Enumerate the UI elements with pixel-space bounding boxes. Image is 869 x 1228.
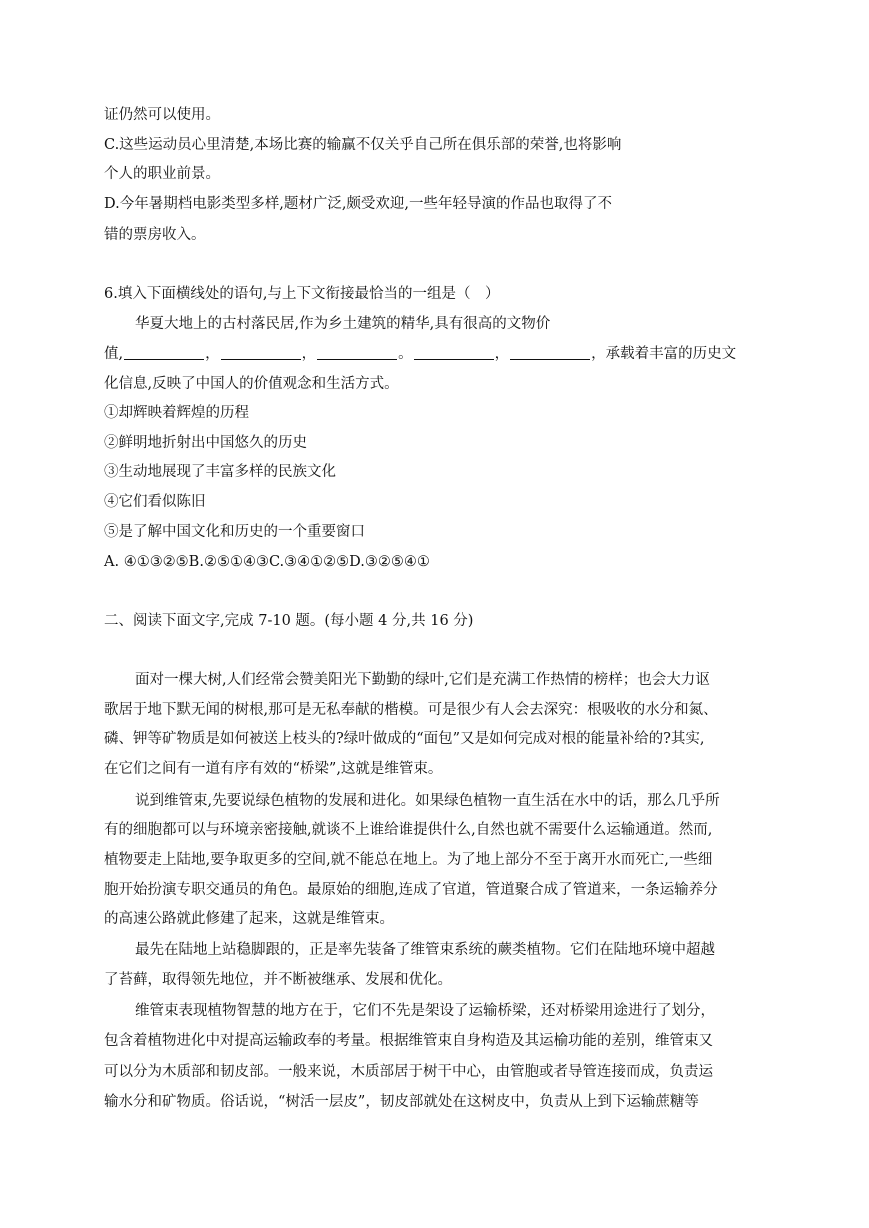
fill-blank-2: [221, 345, 301, 360]
q5-continuation-line: 证仍然可以使用。: [104, 107, 220, 123]
passage-line: 输水分和矿物质。俗话说，“树活一层皮”，韧皮部就处在这树皮中，负责从上到下运输蔗糖等: [104, 1094, 699, 1110]
q6-option-1: ①却辉映着辉煌的历程: [104, 405, 249, 421]
q6-option-5: ⑤是了解中国文化和历史的一个重要窗口: [104, 524, 365, 540]
q5-option-c-line1: C.这些运动员心里清楚,本场比赛的输赢不仅关乎自己所在俱乐部的荣誉,也将影响: [104, 137, 622, 153]
q5-option-d-line1: D.今年暑期档电影类型多样,题材广泛,颇受欢迎,一些年轻导演的作品也取得了不: [104, 196, 613, 212]
passage-line: 歌居于地下默无闻的树根,那可是无私奉献的楷模。可是很少有人会去深究：根吸收的水分和氮、: [104, 702, 718, 718]
q6-passage-line2: [104, 344, 736, 364]
sep-1: ，: [205, 346, 220, 362]
passage-line: 包含着植物进化中对提高运输政奉的考量。根据维管束自身构造及其运榆功能的差别，维管束又: [104, 1033, 713, 1049]
q6-option-4: ④它们看似陈旧: [104, 494, 206, 510]
q6-passage-line1: 华夏大地上的古村落民居,作为乡土建筑的精华,具有很高的文物价: [135, 316, 551, 332]
q6-passage-prefix: 值,: [104, 346, 124, 362]
passage-line: 维管束表现植物智慧的地方在于，它们不先是架设了运输桥梁，还对桥梁用途进行了划分，: [135, 1003, 715, 1019]
passage-line: 面对一棵大树,人们经常会赞美阳光下勤勤的绿叶,它们是充满工作热情的榜样；也会大力讴: [135, 672, 710, 688]
passage-line: 的高速公路就此修建了起来，这就是维管束。: [104, 911, 394, 927]
passage-line: 磷、钾等矿物质是如何被送上枝头的?绿叶做成的“面包”又是如何完成对根的能量补给的?其实,: [104, 731, 705, 747]
q6-option-3: ③生动地展现了丰富多样的民族文化: [104, 464, 336, 480]
passage-line: 植物要走上陆地,要争取更多的空间,就不能总在地上。为了地上部分不至于离开水而死亡,一些细: [104, 852, 713, 868]
fill-blank-5: [510, 345, 590, 360]
passage-line: 有的细胞都可以与环境亲密接触,就谈不上谁给谁提供什么,自然也就不需要什么运输通道。然而,: [104, 822, 713, 838]
sep-2: ，: [301, 346, 317, 362]
q6-passage-suffix: ，承载着丰富的历史文: [591, 346, 737, 362]
q6-answer-choices: A. ④①③②⑤B.②⑤①④③C.③④①②⑤D.③②⑤④①: [104, 554, 430, 570]
q6-option-2: ②鲜明地折射出中国悠久的历史: [104, 435, 307, 451]
fill-blank-1: [124, 345, 204, 360]
sep-3: 。: [398, 346, 413, 362]
passage-line: 说到维管束,先要说绿色植物的发展和进化。如果绿色植物一直生活在水中的话，那么几乎所: [135, 793, 720, 809]
q6-stem: 6.填入下面横线处的语句,与上下文衔接最恰当的一组是（ ）: [104, 286, 500, 302]
fill-blank-3: [317, 345, 397, 360]
passage-line: 可以分为木质部和韧皮部。一般来说，木质部居于树干中心，由管胞或者导管连接而成，负责运: [104, 1064, 713, 1080]
q6-passage-line3: 化信息,反映了中国人的价值观念和生活方式。: [104, 376, 399, 392]
q5-option-c-line2: 个人的职业前景。: [104, 166, 220, 182]
fill-blank-4: [414, 345, 494, 360]
section-2-heading: 二、阅读下面文字,完成 7-10 题。(每小题 4 分,共 16 分): [104, 613, 474, 629]
passage-line: 了苔藓，取得领先地位，并不断被继承、发展和优化。: [104, 972, 452, 988]
passage-line: 在它们之间有一道有序有效的“桥梁”,这就是维管束。: [104, 761, 443, 777]
passage-line: 最先在陆地上站稳脚跟的，正是率先装备了维管束系统的蕨类植物。它们在陆地环境中超越: [135, 942, 715, 958]
q5-option-d-line2: 错的票房收入。: [104, 227, 206, 243]
sep-4: ，: [494, 346, 510, 362]
passage-line: 胞开始扮演专职交通员的角色。最原始的细胞,连成了官道，管道聚合成了管道来，一条运输养分: [104, 882, 718, 898]
